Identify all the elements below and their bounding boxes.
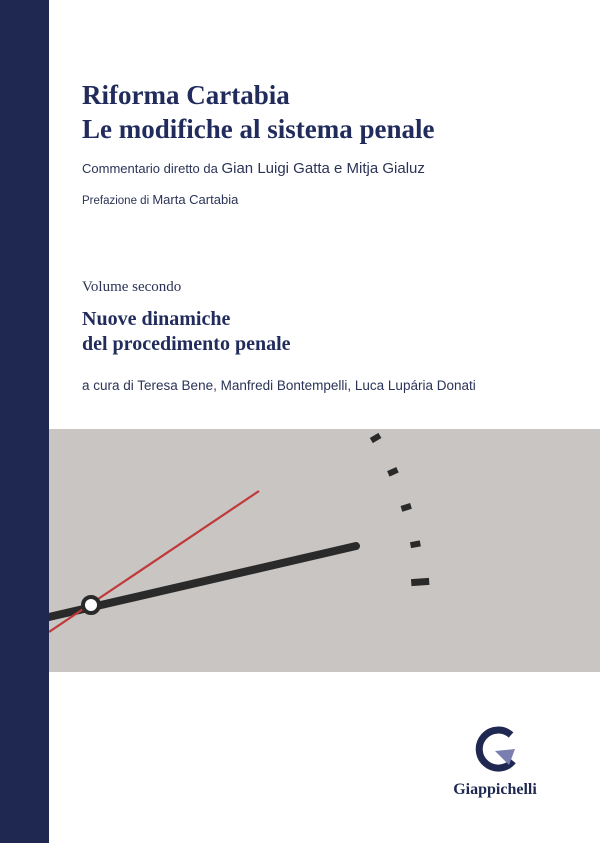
clock-tick-marks xyxy=(49,429,429,586)
volume-subtitle xyxy=(82,307,291,357)
preface-line xyxy=(82,192,238,207)
preface-prefix: Prefazione di xyxy=(82,195,150,207)
clock-tick xyxy=(411,578,429,586)
volume-label: Volume secondo xyxy=(82,279,182,295)
clock-second-hand xyxy=(49,491,259,632)
cover-spine xyxy=(0,0,49,843)
title-line-1: Riforma Cartabia xyxy=(82,80,290,110)
clock-tick xyxy=(370,433,382,443)
editors-line xyxy=(82,160,425,177)
subtitle-line-1: Nuove dinamiche xyxy=(82,308,231,330)
clock-tick xyxy=(410,540,421,548)
curators-line: a cura di Teresa Bene, Manfredi Bontempelli, Luca Lupária Donati xyxy=(82,378,476,393)
clock-tick xyxy=(401,503,412,512)
book-title xyxy=(82,78,434,146)
editors-prefix: Commentario diretto da xyxy=(82,161,218,176)
publisher-name: Giappichelli xyxy=(453,781,537,798)
clock-illustration xyxy=(49,429,600,672)
clock-center-pivot xyxy=(83,597,99,613)
clock-icon xyxy=(49,429,600,672)
clock-tick xyxy=(387,467,399,477)
preface-name: Marta Cartabia xyxy=(152,192,239,207)
editors-names: Gian Luigi Gatta e Mitja Gialuz xyxy=(221,160,425,177)
subtitle-line-2: del procedimento penale xyxy=(82,333,291,355)
title-line-2: Le modifiche al sistema penale xyxy=(82,114,435,144)
giappichelli-logo-icon xyxy=(465,725,525,775)
